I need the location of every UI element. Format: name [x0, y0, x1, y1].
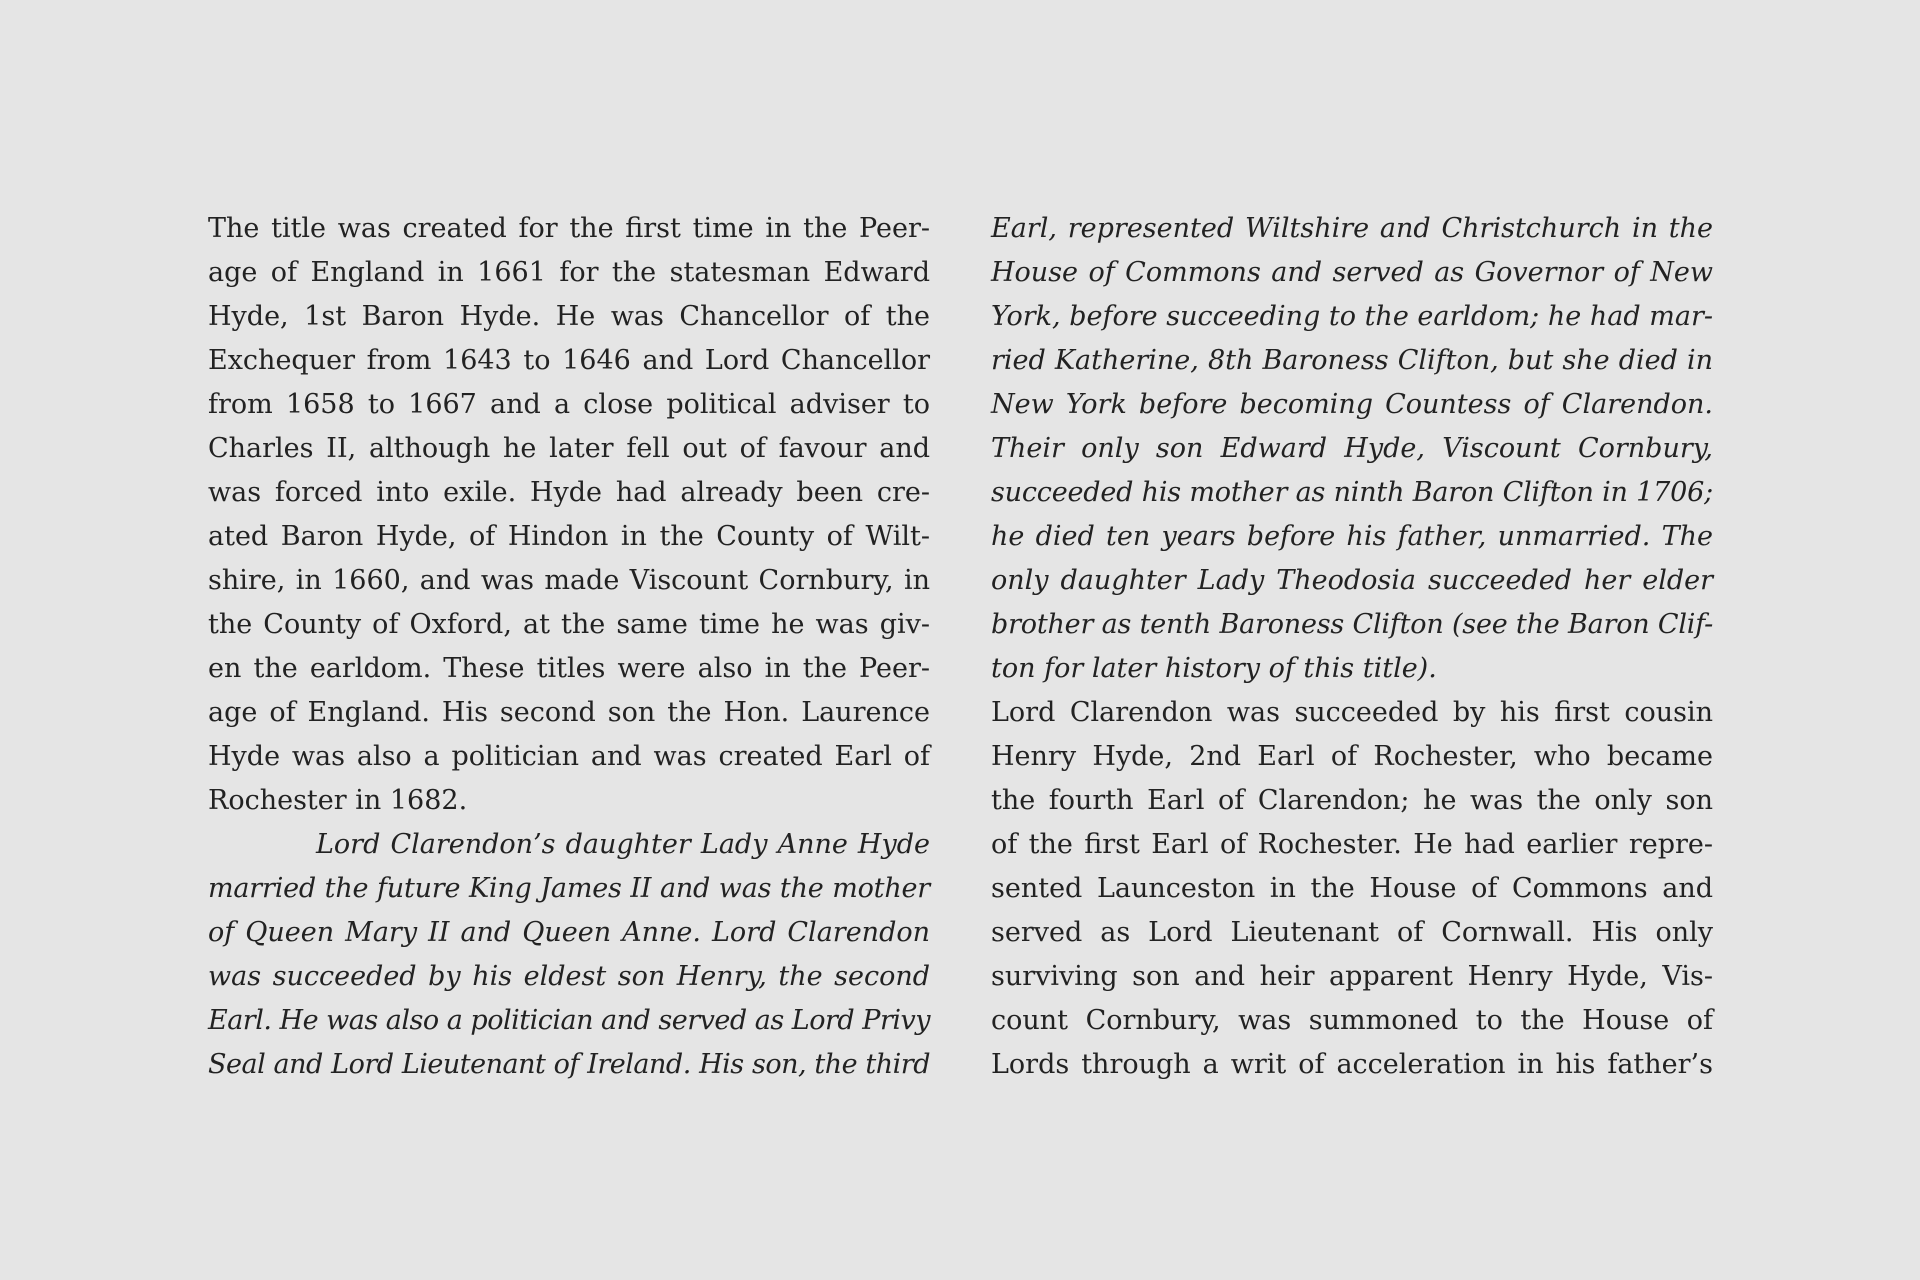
text-line: New York before becoming Countess of Clarendon.: [991, 389, 1713, 420]
text-line: Exchequer from 1643 to 1646 and Lord Chancellor: [208, 345, 930, 376]
text-line: the fourth Earl of Clarendon; he was the only son: [991, 785, 1713, 816]
text-line: Lords through a writ of acceleration in his father’s: [991, 1049, 1713, 1080]
text-line: served as Lord Lieutenant of Cornwall. His only: [991, 917, 1713, 948]
text-line: The title was created for the first time in the Peer-: [208, 213, 930, 244]
text-line: age of England. His second son the Hon. Laurence: [208, 697, 930, 728]
text-line: Earl. He was also a politician and served as Lord Privy: [208, 1005, 930, 1036]
text-line: of the first Earl of Rochester. He had earlier repre-: [991, 829, 1713, 860]
text-line: from 1658 to 1667 and a close political adviser to: [208, 389, 930, 420]
text-line: Their only son Edward Hyde, Viscount Cornbury,: [991, 433, 1713, 464]
text-line: ton for later history of this title).: [991, 653, 1437, 684]
text-line: ried Katherine, 8th Baroness Clifton, but she died in: [991, 345, 1713, 376]
text-line: the County of Oxford, at the same time he was giv-: [208, 609, 930, 640]
text-line: sented Launceston in the House of Commons and: [991, 873, 1713, 904]
text-line: Henry Hyde, 2nd Earl of Rochester, who became: [991, 741, 1713, 772]
text-line: of Queen Mary II and Queen Anne. Lord Clarendon: [208, 917, 930, 948]
left-column: [208, 207, 930, 1087]
text-line: York, before succeeding to the earldom; he had mar-: [991, 301, 1713, 332]
text-line: was forced into exile. Hyde had already been cre-: [208, 477, 930, 508]
text-line: Hyde, 1st Baron Hyde. He was Chancellor of the: [208, 301, 930, 332]
text-line: surviving son and heir apparent Henry Hyde, Vis-: [991, 961, 1713, 992]
text-line: Hyde was also a politician and was created Earl of: [208, 741, 930, 772]
text-line: age of England in 1661 for the statesman Edward: [208, 257, 930, 288]
text-line: Lord Clarendon’s daughter Lady Anne Hyde: [316, 829, 930, 860]
text-line: en the earldom. These titles were also in the Peer-: [208, 653, 930, 684]
text-line: he died ten years before his father, unmarried. The: [991, 521, 1713, 552]
text-line: House of Commons and served as Governor of New: [991, 257, 1713, 288]
right-column: [991, 207, 1713, 1087]
text-line: was succeeded by his eldest son Henry, the second: [208, 961, 930, 992]
text-line: married the future King James II and was the mother: [208, 873, 930, 904]
text-line: ated Baron Hyde, of Hindon in the County of Wilt-: [208, 521, 930, 552]
text-line: succeeded his mother as ninth Baron Clifton in 1706;: [991, 477, 1713, 508]
text-line: Lord Clarendon was succeeded by his first cousin: [991, 697, 1713, 728]
text-line: count Cornbury, was summoned to the House of: [991, 1005, 1713, 1036]
text-line: shire, in 1660, and was made Viscount Cornbury, in: [208, 565, 930, 596]
text-line: Earl, represented Wiltshire and Christchurch in the: [991, 213, 1713, 244]
text-line: Rochester in 1682.: [208, 785, 468, 816]
text-line: only daughter Lady Theodosia succeeded her elder: [991, 565, 1713, 596]
text-line: Charles II, although he later fell out of favour and: [208, 433, 930, 464]
text-line: Seal and Lord Lieutenant of Ireland. His son, the third: [208, 1049, 930, 1080]
text-line: brother as tenth Baroness Clifton (see the Baron Clif-: [991, 609, 1713, 640]
